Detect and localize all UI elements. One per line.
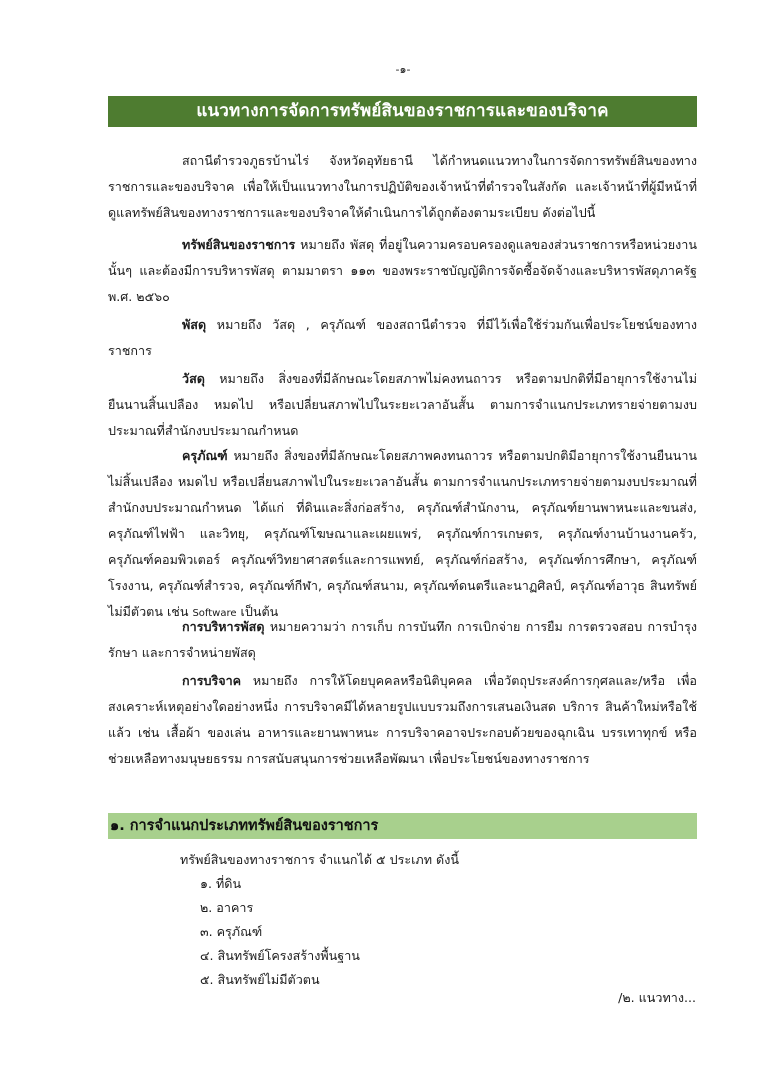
- definition-text: หมายถึง พัสดุ ที่อยู่ในความครอบครองดูแลของส่วนราชการหรือหน่วยงานนั้นๆ และต้องมีการบริหารพัสดุ ตามมาตรา ๑๑๓ ของพระราชบัญญัติการจัดซื้อจัดจ้างและบริหารพัสดุภาครัฐ พ.ศ. ๒๕๖๐: [108, 237, 697, 304]
- section-intro: ทรัพย์สินของทางราชการ จำแนกได้ ๕ ประเภท ดังนี้: [180, 852, 459, 867]
- definition-supply-management: [108, 614, 697, 666]
- definition-text: หมายถึง วัสดุ , ครุภัณฑ์ ของสถานีตำรวจ ที่มีไว้เพื่อใช้ร่วมกันเพื่อประโยชน์ของทางราชการ: [108, 317, 697, 358]
- definition-text-tail: เป็นต้น: [236, 604, 279, 619]
- definition-text-en: Software: [192, 608, 237, 619]
- list-item: ๒. อาคาร: [200, 900, 254, 915]
- definition-block: [108, 614, 697, 666]
- definition-term: ทรัพย์สินของราชการ: [182, 237, 296, 252]
- page-title: แนวทางการจัดการทรัพย์สินของราชการและของบริจาค: [196, 101, 609, 121]
- definition-term: ครุภัณฑ์: [182, 448, 228, 463]
- section-heading: ๑. การจำแนกประเภททรัพย์สินของราชการ: [110, 818, 379, 834]
- section-heading-banner: [108, 813, 697, 839]
- definition-text: หมายถึง สิ่งของที่มีลักษณะโดยสภาพคงทนถาวร หรือตามปกติมีอายุการใช้งานยืนนานไม่สิ้นเปลือง หมดไป หรือเปลี่ยนสภาพไปในระยะเวลาอันสั้น ตามการจำแนกประเภทรายจ่ายตามงบประมาณที่สำนักงบประมาณกำหนด ได้แก่ ที่ดินและสิ่งก่อสร้าง, ครุภัณฑ์สำนักงาน, ครุภัณฑ์ยานพาหนะและขนส่ง, ครุภัณฑ์ไฟฟ้า และวิทยุ, ครุภัณฑ์โฆษณาและเผยแพร่, ครุภัณฑ์การเกษตร, ครุภัณฑ์งานบ้านงานครัว, ครุภัณฑ์คอมพิวเตอร์ ครุภัณฑ์วิทยาศาสตร์และการแพทย์, ครุภัณฑ์ก่อสร้าง, ครุภัณฑ์การศึกษา, ครุภัณฑ์โรงงาน, ครุภัณฑ์สำรวจ, ครุภัณฑ์กีฬา, ครุภัณฑ์สนาม, ครุภัณฑ์ดนตรีและนาฏศิลป์, ครุภัณฑ์อาวุธ สินทรัพย์ไม่มีตัวตน เช่น: [108, 448, 697, 619]
- definition-donation: [108, 668, 697, 772]
- list-item: ๕. สินทรัพย์ไม่มีตัวตน: [200, 972, 320, 987]
- list-item: ๓. ครุภัณฑ์: [200, 924, 263, 939]
- definition-government-property: [108, 232, 697, 310]
- definition-equipment: [108, 443, 697, 627]
- definition-term: การบริหารพัสดุ: [182, 619, 265, 634]
- definition-term: การบริจาค: [182, 673, 242, 688]
- definition-block: [108, 668, 697, 772]
- definition-materials: [108, 366, 697, 444]
- continuation-marker: /๒. แนวทาง...: [618, 990, 696, 1005]
- definition-block: [108, 366, 697, 444]
- list-item: ๔. สินทรัพย์โครงสร้างพื้นฐาน: [200, 948, 360, 963]
- definition-text: หมายความว่า การเก็บ การบันทึก การเบิกจ่าย การยืม การตรวจสอบ การบำรุงรักษา และการจำหน่ายพัสดุ: [108, 619, 697, 660]
- property-type-list: [200, 872, 360, 992]
- definition-text: หมายถึง สิ่งของที่มีลักษณะโดยสภาพไม่คงทนถาวร หรือตามปกติที่มีอายุการใช้งานไม่ยืนนานสิ้นเปลือง หมดไป หรือเปลี่ยนสภาพไปในระยะเวลาอันสั้น ตามการจำแนกประเภทรายจ่ายตามงบประมาณที่สำนักงบประมาณกำหนด: [108, 371, 697, 438]
- definition-text: หมายถึง การให้โดยบุคคลหรือนิติบุคคล เพื่อวัตถุประสงค์การกุศลและ/หรือ เพื่อสงเคราะห์เหตุอย่างใดอย่างหนึ่ง การบริจาคมีได้หลายรูปแบบรวมถึงการเสนอเงินสด บริการ สินค้าใหม่หรือใช้แล้ว เช่น เสื้อผ้า ของเล่น อาหารและยานพาหนะ การบริจาคอาจประกอบด้วยของฉุกเฉิน บรรเทาทุกข์ หรือช่วยเหลือทางมนุษยธรรม การสนับสนุนการช่วยเหลือพัฒนา เพื่อประโยชน์ของทางราชการ: [108, 673, 697, 766]
- definition-block: [108, 443, 697, 627]
- definition-term: พัสดุ: [182, 317, 207, 332]
- body-text: [108, 148, 697, 226]
- definition-block: [108, 312, 697, 364]
- definition-supplies: [108, 312, 697, 364]
- definition-block: [108, 232, 697, 310]
- intro-paragraph: สถานีตำรวจภูธรบ้านไร่ จังหวัดอุทัยธานี ได้กำหนดแนวทางในการจัดการทรัพย์สินของทางราชการและของบริจาค เพื่อให้เป็นแนวทางในการปฏิบัติของเจ้าหน้าที่ตำรวจในสังกัด และเจ้าหน้าที่ผู้มีหน้าที่ดูแลทรัพย์สินของทางราชการและของบริจาคให้ดำเนินการได้ถูกต้องตามระเบียบ ดังต่อไปนี้: [108, 153, 697, 220]
- page-number: -๑-: [395, 63, 411, 76]
- list-item: ๑. ที่ดิน: [200, 876, 242, 891]
- definition-term: วัสดุ: [182, 371, 205, 386]
- page-title-banner: [108, 96, 697, 127]
